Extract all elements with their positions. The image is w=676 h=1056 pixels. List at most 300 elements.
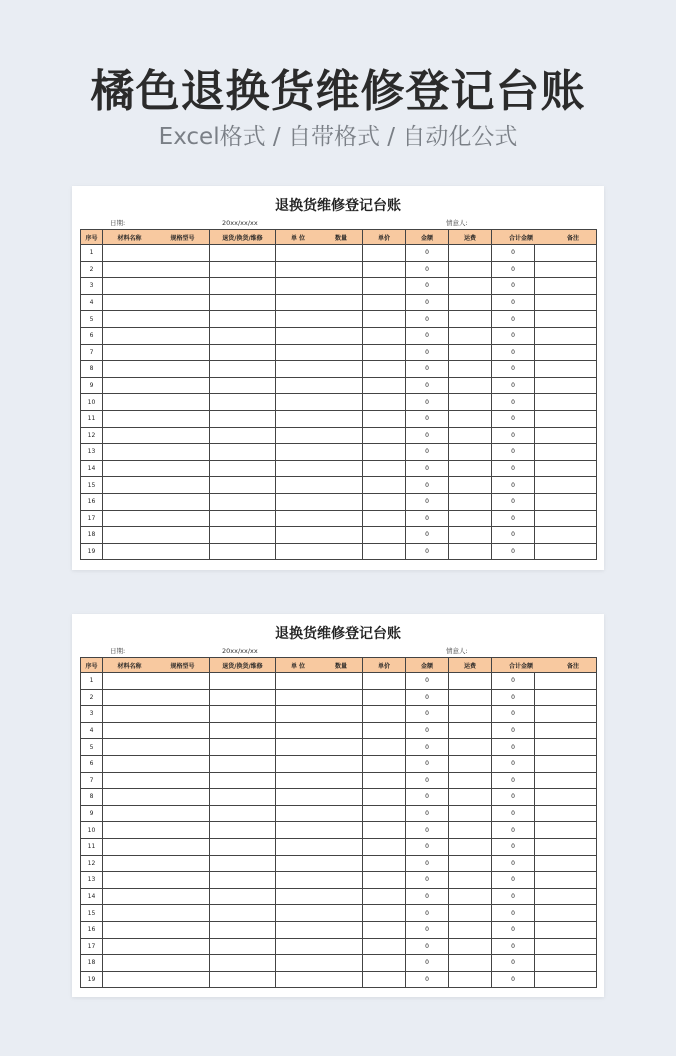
material-spec-cell — [103, 888, 210, 905]
amount-cell: 0 — [406, 527, 449, 544]
remark-cell — [535, 394, 597, 411]
hero-subtitle: Excel格式 / 自带格式 / 自动化公式 — [158, 124, 518, 150]
col-unit-qty — [276, 658, 363, 673]
ledger-table — [80, 229, 597, 560]
seq-cell: 1 — [81, 673, 103, 690]
action-cell — [210, 838, 276, 855]
seq-cell: 10 — [81, 822, 103, 839]
seq-cell: 13 — [81, 444, 103, 461]
material-spec-cell — [103, 261, 210, 278]
total-amount-cell: 0 — [492, 245, 535, 262]
amount-cell: 0 — [406, 327, 449, 344]
seq-cell: 4 — [81, 294, 103, 311]
unit-price-cell — [363, 377, 406, 394]
ledger-sheet-preview-2 — [72, 614, 604, 997]
amount-cell: 0 — [406, 361, 449, 378]
material-spec-cell — [103, 543, 210, 560]
total-amount-cell: 0 — [492, 789, 535, 806]
table-row — [81, 706, 597, 723]
table-row — [81, 755, 597, 772]
table-row — [81, 739, 597, 756]
table-row — [81, 689, 597, 706]
col-spec-model: 规格型号 — [170, 662, 195, 670]
remark-cell — [535, 805, 597, 822]
material-spec-cell — [103, 805, 210, 822]
col-amount: 金额 — [406, 230, 449, 245]
remark-cell — [535, 410, 597, 427]
amount-cell: 0 — [406, 543, 449, 560]
unit-price-cell — [363, 278, 406, 295]
amount-cell: 0 — [406, 377, 449, 394]
table-row — [81, 477, 597, 494]
action-cell — [210, 245, 276, 262]
amount-cell: 0 — [406, 245, 449, 262]
unit-qty-cell — [276, 838, 363, 855]
total-amount-cell: 0 — [492, 493, 535, 510]
remark-cell — [535, 938, 597, 955]
remark-cell — [535, 706, 597, 723]
table-row — [81, 855, 597, 872]
action-cell — [210, 805, 276, 822]
total-amount-cell: 0 — [492, 543, 535, 560]
action-cell — [210, 460, 276, 477]
unit-qty-cell — [276, 855, 363, 872]
table-header-row — [81, 230, 597, 245]
remark-cell — [535, 344, 597, 361]
unit-price-cell — [363, 755, 406, 772]
unit-price-cell — [363, 460, 406, 477]
action-cell — [210, 278, 276, 295]
amount-cell: 0 — [406, 278, 449, 295]
unit-qty-cell — [276, 888, 363, 905]
table-row — [81, 772, 597, 789]
col-quantity: 数量 — [335, 234, 348, 242]
remark-cell — [535, 460, 597, 477]
amount-cell: 0 — [406, 460, 449, 477]
material-spec-cell — [103, 755, 210, 772]
material-spec-cell — [103, 905, 210, 922]
seq-cell: 7 — [81, 344, 103, 361]
total-amount-cell: 0 — [492, 772, 535, 789]
col-unit-qty — [276, 230, 363, 245]
unit-qty-cell — [276, 245, 363, 262]
col-material-name: 材料名称 — [117, 662, 142, 670]
total-amount-cell: 0 — [492, 739, 535, 756]
amount-cell: 0 — [406, 706, 449, 723]
amount-cell: 0 — [406, 755, 449, 772]
material-spec-cell — [103, 278, 210, 295]
table-row — [81, 361, 597, 378]
seq-cell: 12 — [81, 427, 103, 444]
unit-price-cell — [363, 510, 406, 527]
unit-qty-cell — [276, 361, 363, 378]
date-value: 20xx/xx/xx — [222, 647, 258, 655]
freight-cell — [449, 888, 492, 905]
total-amount-cell: 0 — [492, 294, 535, 311]
remark-cell — [535, 838, 597, 855]
seq-cell: 2 — [81, 261, 103, 278]
col-quantity: 数量 — [335, 662, 348, 670]
material-spec-cell — [103, 921, 210, 938]
freight-cell — [449, 789, 492, 806]
freight-cell — [449, 477, 492, 494]
action-cell — [210, 971, 276, 988]
unit-price-cell — [363, 921, 406, 938]
col-remark: 备注 — [566, 234, 579, 242]
remark-cell — [535, 955, 597, 972]
remark-cell — [535, 261, 597, 278]
remark-cell — [535, 427, 597, 444]
table-row — [81, 344, 597, 361]
material-spec-cell — [103, 477, 210, 494]
table-row — [81, 278, 597, 295]
action-cell — [210, 673, 276, 690]
material-spec-cell — [103, 444, 210, 461]
freight-cell — [449, 344, 492, 361]
col-unit-price: 单价 — [363, 230, 406, 245]
unit-price-cell — [363, 327, 406, 344]
amount-cell: 0 — [406, 261, 449, 278]
total-amount-cell: 0 — [492, 377, 535, 394]
seq-cell: 11 — [81, 838, 103, 855]
table-row — [81, 543, 597, 560]
material-spec-cell — [103, 361, 210, 378]
unit-qty-cell — [276, 278, 363, 295]
remark-cell — [535, 327, 597, 344]
seq-cell: 1 — [81, 245, 103, 262]
total-amount-cell: 0 — [492, 361, 535, 378]
remark-cell — [535, 527, 597, 544]
amount-cell: 0 — [406, 739, 449, 756]
action-cell — [210, 344, 276, 361]
remark-cell — [535, 245, 597, 262]
freight-cell — [449, 855, 492, 872]
unit-price-cell — [363, 789, 406, 806]
material-spec-cell — [103, 772, 210, 789]
action-cell — [210, 410, 276, 427]
unit-qty-cell — [276, 311, 363, 328]
amount-cell: 0 — [406, 822, 449, 839]
remark-cell — [535, 872, 597, 889]
remark-cell — [535, 278, 597, 295]
freight-cell — [449, 772, 492, 789]
seq-cell: 9 — [81, 377, 103, 394]
material-spec-cell — [103, 739, 210, 756]
unit-qty-cell — [276, 822, 363, 839]
total-amount-cell: 0 — [492, 460, 535, 477]
material-spec-cell — [103, 245, 210, 262]
date-value: 20xx/xx/xx — [222, 219, 258, 227]
freight-cell — [449, 311, 492, 328]
col-material-spec — [103, 658, 210, 673]
total-amount-cell: 0 — [492, 278, 535, 295]
action-cell — [210, 477, 276, 494]
material-spec-cell — [103, 706, 210, 723]
table-row — [81, 261, 597, 278]
table-row — [81, 673, 597, 690]
unit-price-cell — [363, 477, 406, 494]
material-spec-cell — [103, 855, 210, 872]
material-spec-cell — [103, 938, 210, 955]
date-label: 日期: — [110, 219, 126, 227]
unit-price-cell — [363, 344, 406, 361]
amount-cell: 0 — [406, 689, 449, 706]
seq-cell: 17 — [81, 510, 103, 527]
unit-price-cell — [363, 311, 406, 328]
col-freight: 运费 — [449, 658, 492, 673]
unit-price-cell — [363, 938, 406, 955]
remark-cell — [535, 477, 597, 494]
total-amount-cell: 0 — [492, 344, 535, 361]
freight-cell — [449, 261, 492, 278]
material-spec-cell — [103, 377, 210, 394]
remark-cell — [535, 772, 597, 789]
freight-cell — [449, 921, 492, 938]
total-amount-cell: 0 — [492, 805, 535, 822]
action-cell — [210, 739, 276, 756]
table-row — [81, 327, 597, 344]
remark-cell — [535, 543, 597, 560]
unit-price-cell — [363, 872, 406, 889]
remark-cell — [535, 739, 597, 756]
unit-qty-cell — [276, 327, 363, 344]
total-amount-cell: 0 — [492, 722, 535, 739]
total-amount-cell: 0 — [492, 510, 535, 527]
table-row — [81, 510, 597, 527]
remark-cell — [535, 822, 597, 839]
seq-cell: 8 — [81, 789, 103, 806]
remark-cell — [535, 673, 597, 690]
unit-qty-cell — [276, 673, 363, 690]
amount-cell: 0 — [406, 789, 449, 806]
action-cell — [210, 327, 276, 344]
col-spec-model: 规格型号 — [170, 234, 195, 242]
unit-qty-cell — [276, 294, 363, 311]
freight-cell — [449, 822, 492, 839]
amount-cell: 0 — [406, 294, 449, 311]
table-row — [81, 888, 597, 905]
material-spec-cell — [103, 527, 210, 544]
action-cell — [210, 361, 276, 378]
sheet-title: 退换货维修登记台账 — [275, 626, 401, 642]
unit-qty-cell — [276, 493, 363, 510]
action-cell — [210, 905, 276, 922]
unit-qty-cell — [276, 394, 363, 411]
action-cell — [210, 872, 276, 889]
remark-cell — [535, 510, 597, 527]
freight-cell — [449, 427, 492, 444]
unit-price-cell — [363, 855, 406, 872]
unit-qty-cell — [276, 971, 363, 988]
total-amount-cell: 0 — [492, 955, 535, 972]
total-amount-cell: 0 — [492, 872, 535, 889]
unit-qty-cell — [276, 755, 363, 772]
freight-cell — [449, 755, 492, 772]
table-row — [81, 294, 597, 311]
material-spec-cell — [103, 327, 210, 344]
freight-cell — [449, 872, 492, 889]
remark-cell — [535, 755, 597, 772]
material-spec-cell — [103, 789, 210, 806]
action-cell — [210, 510, 276, 527]
freight-cell — [449, 722, 492, 739]
amount-cell: 0 — [406, 444, 449, 461]
unit-price-cell — [363, 543, 406, 560]
action-cell — [210, 722, 276, 739]
material-spec-cell — [103, 311, 210, 328]
seq-cell: 16 — [81, 493, 103, 510]
unit-price-cell — [363, 394, 406, 411]
freight-cell — [449, 527, 492, 544]
total-amount-cell: 0 — [492, 689, 535, 706]
total-amount-cell: 0 — [492, 527, 535, 544]
unit-price-cell — [363, 905, 406, 922]
unit-qty-cell — [276, 427, 363, 444]
col-seq: 序号 — [81, 658, 103, 673]
amount-cell: 0 — [406, 872, 449, 889]
seq-cell: 10 — [81, 394, 103, 411]
freight-cell — [449, 327, 492, 344]
amount-cell: 0 — [406, 344, 449, 361]
table-header-row — [81, 658, 597, 673]
unit-qty-cell — [276, 805, 363, 822]
seq-cell: 19 — [81, 971, 103, 988]
freight-cell — [449, 394, 492, 411]
seq-cell: 8 — [81, 361, 103, 378]
unit-price-cell — [363, 294, 406, 311]
total-amount-cell: 0 — [492, 755, 535, 772]
material-spec-cell — [103, 722, 210, 739]
unit-price-cell — [363, 493, 406, 510]
seq-cell: 12 — [81, 855, 103, 872]
unit-qty-cell — [276, 938, 363, 955]
unit-price-cell — [363, 444, 406, 461]
material-spec-cell — [103, 394, 210, 411]
remark-cell — [535, 361, 597, 378]
handler-label: 情意人: — [446, 647, 468, 655]
action-cell — [210, 311, 276, 328]
freight-cell — [449, 460, 492, 477]
unit-qty-cell — [276, 410, 363, 427]
table-row — [81, 493, 597, 510]
unit-price-cell — [363, 955, 406, 972]
unit-price-cell — [363, 689, 406, 706]
unit-qty-cell — [276, 706, 363, 723]
table-row — [81, 805, 597, 822]
remark-cell — [535, 311, 597, 328]
seq-cell: 6 — [81, 755, 103, 772]
col-amount: 金额 — [406, 658, 449, 673]
action-cell — [210, 493, 276, 510]
material-spec-cell — [103, 872, 210, 889]
action-cell — [210, 921, 276, 938]
amount-cell: 0 — [406, 888, 449, 905]
remark-cell — [535, 905, 597, 922]
total-amount-cell: 0 — [492, 444, 535, 461]
unit-price-cell — [363, 361, 406, 378]
freight-cell — [449, 377, 492, 394]
amount-cell: 0 — [406, 971, 449, 988]
remark-cell — [535, 377, 597, 394]
total-amount-cell: 0 — [492, 822, 535, 839]
col-total-amount: 合计金额 — [508, 234, 533, 242]
freight-cell — [449, 493, 492, 510]
remark-cell — [535, 722, 597, 739]
amount-cell: 0 — [406, 805, 449, 822]
material-spec-cell — [103, 673, 210, 690]
freight-cell — [449, 805, 492, 822]
amount-cell: 0 — [406, 921, 449, 938]
unit-qty-cell — [276, 460, 363, 477]
seq-cell: 15 — [81, 905, 103, 922]
action-cell — [210, 822, 276, 839]
sheet-title: 退换货维修登记台账 — [275, 198, 401, 214]
seq-cell: 19 — [81, 543, 103, 560]
unit-qty-cell — [276, 261, 363, 278]
unit-price-cell — [363, 245, 406, 262]
action-cell — [210, 294, 276, 311]
table-row — [81, 394, 597, 411]
table-row — [81, 971, 597, 988]
action-cell — [210, 938, 276, 955]
amount-cell: 0 — [406, 855, 449, 872]
total-amount-cell: 0 — [492, 261, 535, 278]
seq-cell: 15 — [81, 477, 103, 494]
freight-cell — [449, 971, 492, 988]
action-cell — [210, 755, 276, 772]
seq-cell: 14 — [81, 460, 103, 477]
material-spec-cell — [103, 955, 210, 972]
unit-qty-cell — [276, 872, 363, 889]
amount-cell: 0 — [406, 955, 449, 972]
freight-cell — [449, 543, 492, 560]
unit-price-cell — [363, 822, 406, 839]
freight-cell — [449, 905, 492, 922]
action-cell — [210, 543, 276, 560]
table-row — [81, 377, 597, 394]
table-row — [81, 921, 597, 938]
col-material-spec — [103, 230, 210, 245]
action-cell — [210, 377, 276, 394]
seq-cell: 2 — [81, 689, 103, 706]
amount-cell: 0 — [406, 722, 449, 739]
action-cell — [210, 394, 276, 411]
action-cell — [210, 955, 276, 972]
material-spec-cell — [103, 493, 210, 510]
seq-cell: 11 — [81, 410, 103, 427]
unit-price-cell — [363, 888, 406, 905]
unit-price-cell — [363, 673, 406, 690]
unit-price-cell — [363, 722, 406, 739]
seq-cell: 18 — [81, 955, 103, 972]
action-cell — [210, 706, 276, 723]
total-amount-cell: 0 — [492, 327, 535, 344]
material-spec-cell — [103, 294, 210, 311]
freight-cell — [449, 689, 492, 706]
col-unit: 单 位 — [290, 662, 306, 670]
unit-price-cell — [363, 427, 406, 444]
material-spec-cell — [103, 427, 210, 444]
unit-qty-cell — [276, 789, 363, 806]
unit-price-cell — [363, 261, 406, 278]
material-spec-cell — [103, 344, 210, 361]
action-cell — [210, 855, 276, 872]
total-amount-cell: 0 — [492, 706, 535, 723]
total-amount-cell: 0 — [492, 921, 535, 938]
remark-cell — [535, 888, 597, 905]
action-cell — [210, 689, 276, 706]
table-row — [81, 527, 597, 544]
